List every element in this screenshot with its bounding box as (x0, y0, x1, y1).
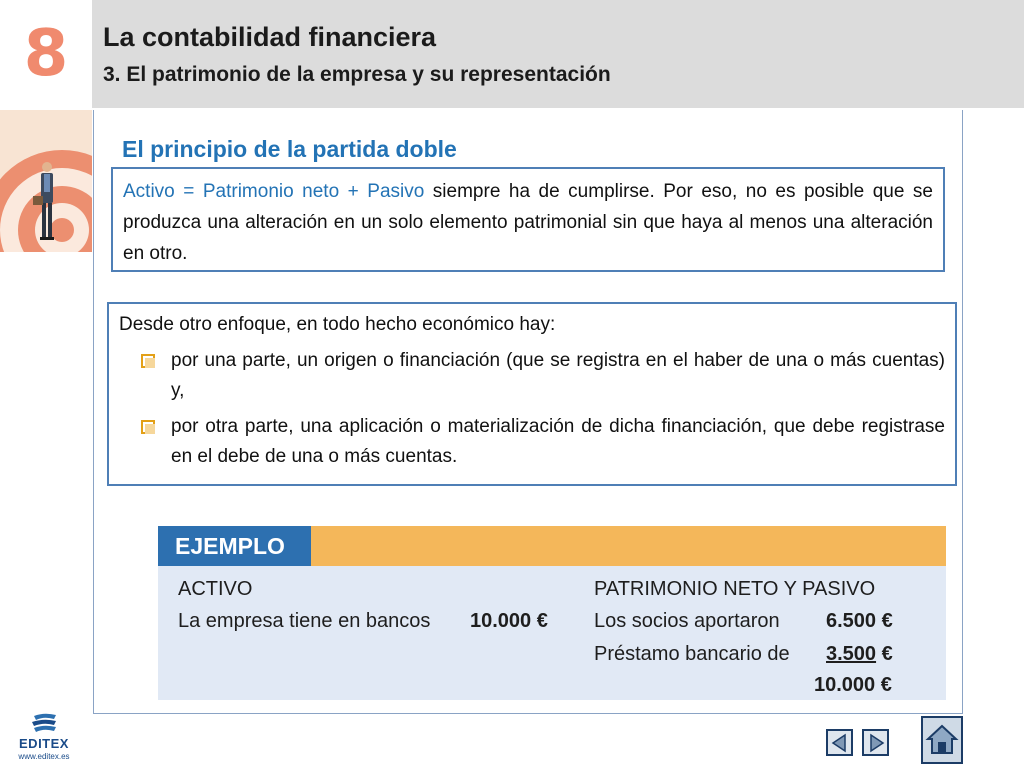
next-button[interactable] (862, 729, 889, 756)
section-heading: El principio de la partida doble (122, 136, 457, 162)
chapter-number: 8 (23, 17, 69, 91)
bullet-text: por una parte, un origen o financiación (que se registra en el haber de una o más cuentas) y, (171, 350, 945, 401)
list-item (119, 346, 945, 406)
home-button[interactable] (921, 716, 963, 764)
header-bar (92, 0, 1024, 108)
loan-row-amount (826, 643, 893, 666)
principle-text-1: siempre ha de cumplirse. Por eso, no es (424, 181, 796, 202)
assets-line: La empresa tiene en bancos (178, 610, 431, 632)
editex-logo (14, 712, 74, 764)
example-box (158, 526, 946, 700)
principle-box (111, 167, 945, 272)
loan-row-label: Préstamo bancario de (594, 643, 790, 665)
editex-logo-icon (14, 712, 74, 736)
bullet-text: por otra parte, una aplicación o materialización de dicha financiación, que debe registrase en el debe de una o más cuentas. (171, 416, 945, 467)
page-title: La contabilidad financiera (103, 22, 437, 52)
arrow-left-icon (830, 733, 850, 753)
page-subtitle: 3. El patrimonio de la empresa y su representación (103, 63, 611, 86)
assets-heading: ACTIVO (178, 578, 253, 600)
equation-text: Activo = Patrimonio neto + Pasivo (123, 181, 425, 202)
equity-row-label: Los socios aportaron (594, 610, 780, 632)
equity-liabilities-heading: PATRIMONIO NETO Y PASIVO (594, 578, 876, 600)
logo-site: www.editex.es (18, 752, 70, 761)
principle-text-3: que haya al menos una alteración en otro. (123, 212, 933, 264)
example-label: EJEMPLO (158, 526, 311, 566)
checkbox-bullet-icon (141, 420, 155, 434)
loan-amount-value: 3.500 (826, 643, 877, 665)
equity-row-amount: 6.500 € (826, 610, 893, 632)
principle-text-2: posible que se produzca una alteración en un solo elemento patrimonial sin (123, 181, 933, 233)
loan-amount-currency: € (876, 643, 893, 665)
total-amount: 10.000 € (814, 674, 892, 696)
previous-button[interactable] (826, 729, 853, 756)
checkbox-bullet-icon (141, 354, 155, 368)
assets-amount: 10.000 € (470, 610, 548, 632)
target-illustration (0, 110, 92, 260)
arrow-right-icon (866, 733, 886, 753)
list-item (119, 412, 945, 472)
approach-intro: Desde otro enfoque, en todo hecho económico hay: (119, 314, 556, 335)
home-icon (925, 723, 959, 757)
logo-name: EDITEX (19, 736, 69, 751)
approach-box (107, 302, 957, 486)
